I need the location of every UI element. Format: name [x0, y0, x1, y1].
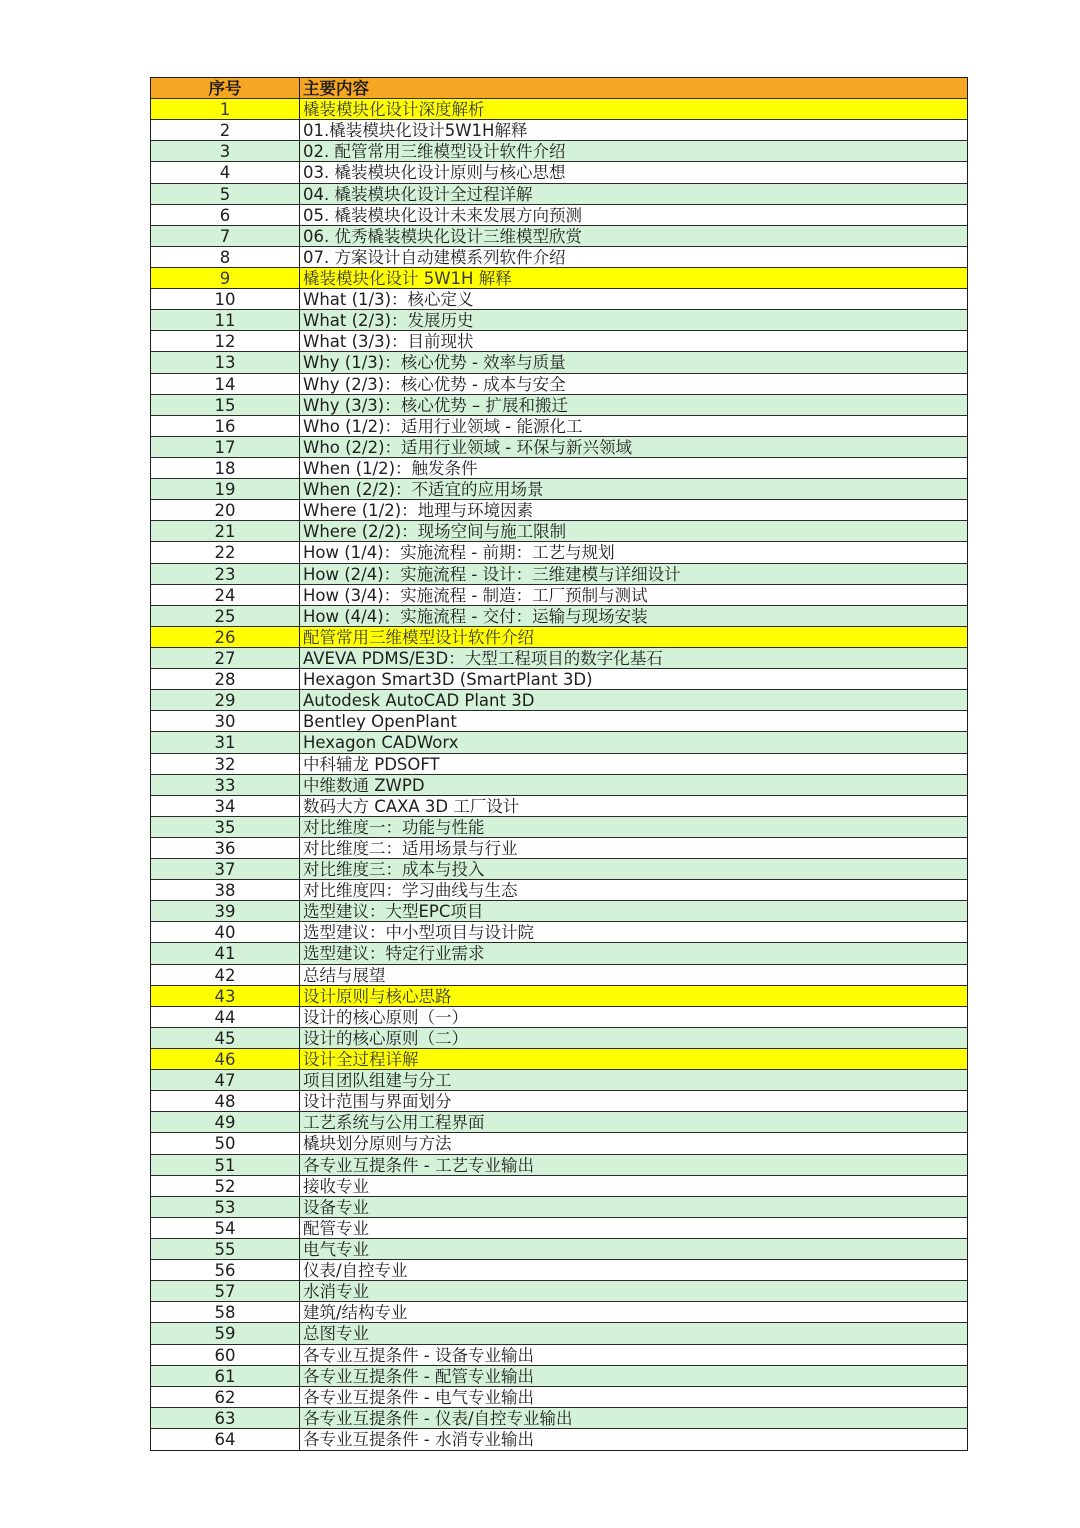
table-row — [151, 542, 967, 563]
table-row — [151, 1408, 967, 1429]
row-content: Why (2/3)：核心优势 - 成本与安全 — [303, 374, 566, 394]
row-serial-number: 9 — [151, 268, 300, 288]
table-row — [151, 859, 967, 880]
row-serial-number: 21 — [151, 521, 300, 541]
row-content: When (1/2)：触发条件 — [303, 458, 478, 478]
table-header-row — [151, 78, 967, 99]
table-row — [151, 331, 967, 352]
row-content: Why (3/3)：核心优势 – 扩展和搬迁 — [303, 395, 568, 415]
row-serial-number: 16 — [151, 416, 300, 436]
row-content: 各专业互提条件 - 工艺专业输出 — [303, 1155, 534, 1175]
table-row — [151, 585, 967, 606]
row-serial-number: 13 — [151, 352, 300, 372]
row-serial-number: 23 — [151, 564, 300, 584]
table-row — [151, 289, 967, 310]
row-content: 03. 橇装模块化设计原则与核心思想 — [303, 163, 566, 183]
table-row — [151, 1345, 967, 1366]
row-serial-number: 36 — [151, 838, 300, 858]
table-row — [151, 606, 967, 627]
row-serial-number: 28 — [151, 669, 300, 689]
row-serial-number: 27 — [151, 648, 300, 668]
row-serial-number: 6 — [151, 205, 300, 225]
row-content: Hexagon Smart3D (SmartPlant 3D) — [303, 670, 593, 690]
row-serial-number: 51 — [151, 1155, 300, 1175]
row-serial-number: 57 — [151, 1281, 300, 1301]
row-serial-number: 49 — [151, 1112, 300, 1132]
row-content: 对比维度四：学习曲线与生态 — [303, 881, 518, 901]
row-serial-number: 19 — [151, 479, 300, 499]
row-content: 接收专业 — [303, 1176, 369, 1196]
row-serial-number: 53 — [151, 1197, 300, 1217]
table-row — [151, 1070, 967, 1091]
row-serial-number: 43 — [151, 986, 300, 1006]
table-row — [151, 1155, 967, 1176]
row-serial-number: 64 — [151, 1429, 300, 1450]
row-serial-number: 22 — [151, 542, 300, 562]
table-row — [151, 965, 967, 986]
row-serial-number: 10 — [151, 289, 300, 309]
row-serial-number: 40 — [151, 922, 300, 942]
row-content: 对比维度二：适用场景与行业 — [303, 838, 518, 858]
row-serial-number: 45 — [151, 1028, 300, 1048]
row-content: Where (2/2)：现场空间与施工限制 — [303, 522, 567, 542]
table-row — [151, 669, 967, 690]
row-content: Who (2/2)：适用行业领域 - 环保与新兴领域 — [303, 437, 632, 457]
row-serial-number: 24 — [151, 585, 300, 605]
table-row — [151, 479, 967, 500]
table-row — [151, 943, 967, 964]
row-content: 总图专业 — [303, 1324, 369, 1344]
table-row — [151, 1218, 967, 1239]
table-row — [151, 1112, 967, 1133]
table-row — [151, 395, 967, 416]
row-content: 设备专业 — [303, 1197, 369, 1217]
table-row-section — [151, 986, 967, 1007]
row-serial-number: 61 — [151, 1366, 300, 1386]
row-content: Where (1/2)：地理与环境因素 — [303, 501, 534, 521]
row-serial-number: 20 — [151, 500, 300, 520]
table-row — [151, 754, 967, 775]
row-serial-number: 58 — [151, 1302, 300, 1322]
row-content: 07. 方案设计自动建模系列软件介绍 — [303, 247, 566, 267]
table-row — [151, 374, 967, 395]
table-row-section — [151, 99, 967, 120]
row-serial-number: 37 — [151, 859, 300, 879]
table-row — [151, 1387, 967, 1408]
row-content: 对比维度三：成本与投入 — [303, 860, 485, 880]
table-row — [151, 1028, 967, 1049]
row-content: What (2/3)：发展历史 — [303, 311, 474, 331]
row-content: 电气专业 — [303, 1240, 369, 1260]
row-serial-number: 46 — [151, 1049, 300, 1069]
table-row — [151, 1260, 967, 1281]
row-content: 选型建议：大型EPC项目 — [303, 902, 484, 922]
row-content: 01.橇装模块化设计5W1H解释 — [303, 121, 528, 141]
row-content: 橇装模块化设计深度解析 — [303, 100, 485, 120]
row-content: 设计全过程详解 — [303, 1050, 419, 1070]
row-content: 对比维度一：功能与性能 — [303, 817, 485, 837]
row-content: 工艺系统与公用工程界面 — [303, 1113, 485, 1133]
row-serial-number: 59 — [151, 1323, 300, 1343]
row-serial-number: 30 — [151, 711, 300, 731]
table-row — [151, 416, 967, 437]
row-serial-number: 38 — [151, 880, 300, 900]
row-content: 各专业互提条件 - 设备专业输出 — [303, 1345, 534, 1365]
table-row — [151, 922, 967, 943]
row-content: 橇装模块化设计 5W1H 解释 — [303, 268, 512, 288]
row-serial-number: 5 — [151, 184, 300, 204]
row-content: Who (1/2)：适用行业领域 - 能源化工 — [303, 416, 583, 436]
table-row — [151, 184, 967, 205]
contents-table — [150, 77, 968, 1451]
row-serial-number: 31 — [151, 732, 300, 752]
row-serial-number: 44 — [151, 1007, 300, 1027]
table-row — [151, 247, 967, 268]
row-serial-number: 50 — [151, 1133, 300, 1153]
table-row — [151, 1091, 967, 1112]
row-serial-number: 15 — [151, 395, 300, 415]
table-row — [151, 880, 967, 901]
row-content: 04. 橇装模块化设计全过程详解 — [303, 184, 533, 204]
row-content: When (2/2)：不适宜的应用场景 — [303, 480, 544, 500]
table-row — [151, 458, 967, 479]
table-row — [151, 838, 967, 859]
table-body — [151, 99, 967, 1450]
row-content: 06. 优秀橇装模块化设计三维模型欣赏 — [303, 226, 582, 246]
table-row — [151, 352, 967, 373]
row-content: How (1/4)：实施流程 - 前期：工艺与规划 — [303, 543, 615, 563]
row-content: Hexagon CADWorx — [303, 733, 459, 753]
header-serial-number: 序号 — [151, 78, 300, 98]
table-row — [151, 1197, 967, 1218]
table-row — [151, 648, 967, 669]
row-serial-number: 35 — [151, 817, 300, 837]
table-row — [151, 1366, 967, 1387]
row-content: 设计的核心原则（一） — [303, 1007, 468, 1027]
row-content: How (3/4)：实施流程 - 制造：工厂预制与测试 — [303, 585, 648, 605]
row-serial-number: 11 — [151, 310, 300, 330]
row-content: 设计原则与核心思路 — [303, 986, 452, 1006]
row-content: 配管常用三维模型设计软件介绍 — [303, 627, 534, 647]
table-row — [151, 901, 967, 922]
row-content: How (4/4)：实施流程 - 交付：运输与现场安装 — [303, 606, 648, 626]
table-row — [151, 310, 967, 331]
row-content: Why (1/3)：核心优势 - 效率与质量 — [303, 353, 566, 373]
table-row — [151, 796, 967, 817]
row-content: 仪表/自控专业 — [303, 1261, 408, 1281]
row-serial-number: 41 — [151, 943, 300, 963]
table-row — [151, 1429, 967, 1450]
row-content: 各专业互提条件 - 配管专业输出 — [303, 1366, 534, 1386]
table-row — [151, 690, 967, 711]
table-row — [151, 205, 967, 226]
row-content: 中维数通 ZWPD — [303, 775, 425, 795]
row-serial-number: 63 — [151, 1408, 300, 1428]
table-row — [151, 500, 967, 521]
table-row — [151, 141, 967, 162]
table-row — [151, 1133, 967, 1154]
row-serial-number: 3 — [151, 141, 300, 161]
row-content: 橇块划分原则与方法 — [303, 1134, 452, 1154]
row-serial-number: 25 — [151, 606, 300, 626]
row-content: What (1/3)：核心定义 — [303, 290, 474, 310]
row-serial-number: 32 — [151, 754, 300, 774]
table-row — [151, 564, 967, 585]
row-serial-number: 42 — [151, 965, 300, 985]
row-content: 设计范围与界面划分 — [303, 1092, 452, 1112]
row-serial-number: 1 — [151, 99, 300, 119]
row-serial-number: 2 — [151, 120, 300, 140]
row-serial-number: 39 — [151, 901, 300, 921]
row-content: 设计的核心原则（二） — [303, 1028, 468, 1048]
table-row-section — [151, 627, 967, 648]
table-row — [151, 817, 967, 838]
row-serial-number: 7 — [151, 226, 300, 246]
row-serial-number: 62 — [151, 1387, 300, 1407]
row-serial-number: 56 — [151, 1260, 300, 1280]
row-content: How (2/4)：实施流程 - 设计：三维建模与详细设计 — [303, 564, 681, 584]
row-content: 水消专业 — [303, 1282, 369, 1302]
row-serial-number: 33 — [151, 775, 300, 795]
table-row-section — [151, 1049, 967, 1070]
table-row — [151, 120, 967, 141]
table-row-section — [151, 268, 967, 289]
table-row — [151, 775, 967, 796]
row-serial-number: 54 — [151, 1218, 300, 1238]
table-row — [151, 711, 967, 732]
row-serial-number: 14 — [151, 374, 300, 394]
row-content: 02. 配管常用三维模型设计软件介绍 — [303, 142, 566, 162]
row-content: 05. 橇装模块化设计未来发展方向预测 — [303, 205, 582, 225]
row-content: Autodesk AutoCAD Plant 3D — [303, 691, 535, 711]
row-content: 选型建议：中小型项目与设计院 — [303, 923, 534, 943]
row-content: 选型建议：特定行业需求 — [303, 944, 485, 964]
row-content: 各专业互提条件 - 水消专业输出 — [303, 1430, 534, 1449]
table-row — [151, 521, 967, 542]
row-content: AVEVA PDMS/E3D：大型工程项目的数字化基石 — [303, 648, 663, 668]
row-content: 项目团队组建与分工 — [303, 1071, 452, 1091]
row-serial-number: 4 — [151, 162, 300, 182]
table-row — [151, 1302, 967, 1323]
row-serial-number: 8 — [151, 247, 300, 267]
table-row — [151, 1007, 967, 1028]
row-content: 各专业互提条件 - 电气专业输出 — [303, 1387, 534, 1407]
row-content: 各专业互提条件 - 仪表/自控专业输出 — [303, 1408, 573, 1428]
row-content: 总结与展望 — [303, 965, 386, 985]
row-serial-number: 29 — [151, 690, 300, 710]
table-row — [151, 437, 967, 458]
row-content: Bentley OpenPlant — [303, 712, 457, 732]
row-serial-number: 26 — [151, 627, 300, 647]
table-row — [151, 1281, 967, 1302]
table-row — [151, 1239, 967, 1260]
table-row — [151, 732, 967, 753]
row-content: What (3/3)：目前现状 — [303, 332, 474, 352]
table-row — [151, 162, 967, 183]
row-content: 中科辅龙 PDSOFT — [303, 754, 440, 774]
row-serial-number: 34 — [151, 796, 300, 816]
row-serial-number: 18 — [151, 458, 300, 478]
table-row — [151, 1323, 967, 1344]
row-serial-number: 47 — [151, 1070, 300, 1090]
row-serial-number: 60 — [151, 1345, 300, 1365]
row-serial-number: 12 — [151, 331, 300, 351]
row-content: 配管专业 — [303, 1218, 369, 1238]
table-row — [151, 1176, 967, 1197]
row-content: 数码大方 CAXA 3D 工厂设计 — [303, 796, 520, 816]
row-serial-number: 52 — [151, 1176, 300, 1196]
header-main-content: 主要内容 — [303, 79, 369, 98]
row-serial-number: 55 — [151, 1239, 300, 1259]
row-serial-number: 48 — [151, 1091, 300, 1111]
row-serial-number: 17 — [151, 437, 300, 457]
row-content: 建筑/结构专业 — [303, 1303, 408, 1323]
table-row — [151, 226, 967, 247]
